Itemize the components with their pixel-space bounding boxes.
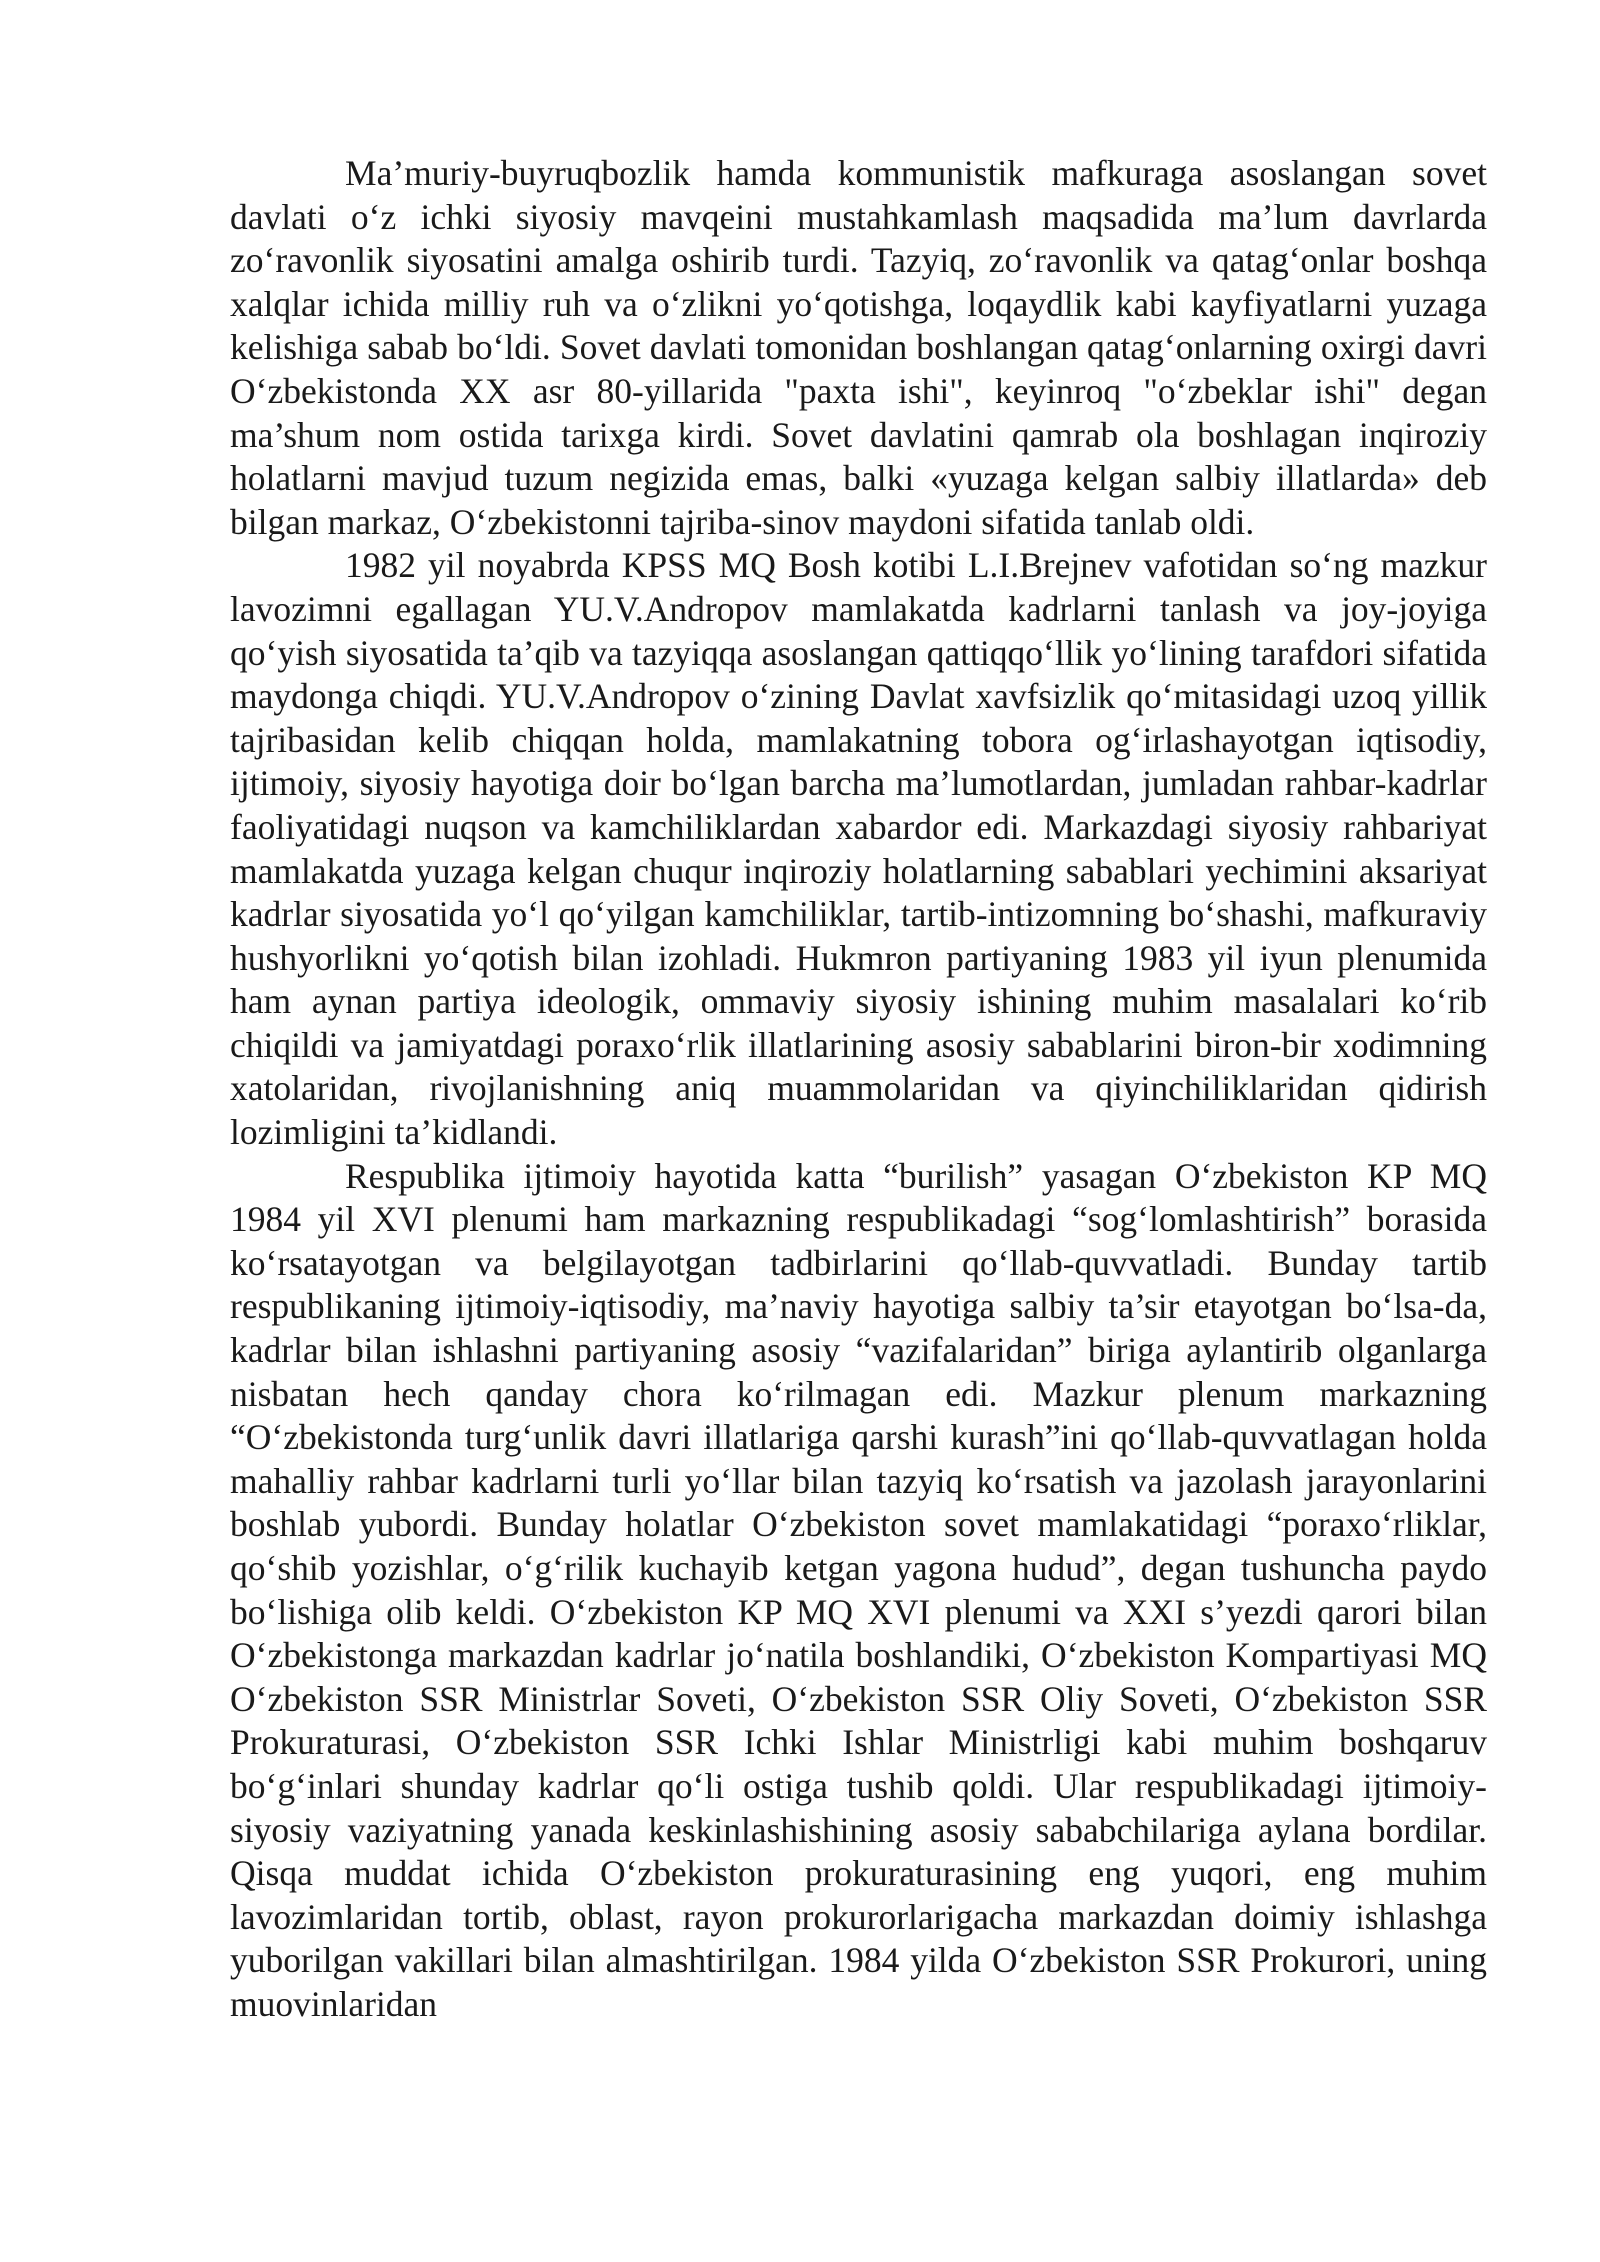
document-body bbox=[230, 152, 1487, 2027]
paragraph-1: Ma’muriy-buyruqbozlik hamda kommunistik mafkuraga asoslangan sovet davlati o‘z ichki siyosiy mavqeini mustahkamlash maqsadida ma’lum davrlarda zo‘ravonlik siyosatini amalga oshirib turdi. Tazyiq, zo‘ravonlik va qatag‘onlar boshqa xalqlar ichida milliy ruh va o‘zlikni yo‘qotishga, loqaydlik kabi kayfiyatlarni yuzaga kelishiga sabab bo‘ldi. Sovet davlati tomonidan boshlangan qatag‘onlarning oxirgi davri O‘zbekistonda XX asr 80-yillarida "paxta ishi", keyinroq "o‘zbeklar ishi" degan ma’shum nom ostida tarixga kirdi. Sovet davlatini qamrab ola boshlagan inqiroziy holatlarni mavjud tuzum negizida emas, balki «yuzaga kelgan salbiy illatlarda» deb bilgan markaz, O‘zbekistonni tajriba-sinov maydoni sifatida tanlab oldi. bbox=[230, 153, 1487, 542]
paragraph-2: 1982 yil noyabrda KPSS MQ Bosh kotibi L.I.Brejnev vafotidan so‘ng mazkur lavozimni egallagan YU.V.Andropov mamlakatda kadrlarni tanlash va joy-joyiga qo‘yish siyosatida ta’qib va tazyiqqa asoslangan qattiqqo‘llik yo‘lining tarafdori sifatida maydonga chiqdi. YU.V.Andropov o‘zining Davlat xavfsizlik qo‘mitasidagi uzoq yillik tajribasidan kelib chiqqan holda, mamlakatning tobora og‘irlashayotgan iqtisodiy, ijtimoiy, siyosiy hayotiga doir bo‘lgan barcha ma’lumotlardan, jumladan rahbar-kadrlar faoliyatidagi nuqson va kamchiliklardan xabardor edi. Markazdagi siyosiy rahbariyat mamlakatda yuzaga kelgan chuqur inqiroziy holatlarning sabablari yechimini aksariyat kadrlar siyosatida yo‘l qo‘yilgan kamchiliklar, tartib-intizomning bo‘shashi, mafkuraviy hushyorlikni yo‘qotish bilan izohladi. Hukmron partiyaning 1983 yil iyun plenumida ham aynan partiya ideologik, ommaviy siyosiy ishining muhim masalalari ko‘rib chiqildi va jamiyatdagi poraxo‘rlik illatlarining asosiy sabablarini biron-bir xodimning xatolaridan, rivojlanishning aniq muammolaridan va qiyinchiliklaridan qidirish lozimligini ta’kidlandi. bbox=[230, 545, 1487, 1153]
paragraph-3: Respublika ijtimoiy hayotida katta “burilish” yasagan O‘zbekiston KP MQ 1984 yil XVI plenumi ham markazning respublikadagi “sog‘lomlashtirish” borasida ko‘rsatayotgan va belgilayotgan tadbirlarini qo‘llab-quvvatladi. Bunday tartib respublikaning ijtimoiy-iqtisodiy, ma’naviy hayotiga salbiy ta’sir etayotgan bo‘lsa-da, kadrlar bilan ishlashni partiyaning asosiy “vazifalaridan” biriga aylantirib olganlarga nisbatan hech qanday chora ko‘rilmagan edi. Mazkur plenum markazning “O‘zbekistonda turg‘unlik davri illatlariga qarshi kurash”ini qo‘llab-quvvatlagan holda mahalliy rahbar kadrlarni turli yo‘llar bilan tazyiq ko‘rsatish va jazolash jarayonlarini boshlab yubordi. Bunday holatlar O‘zbekiston sovet mamlakatidagi “poraxo‘rliklar, qo‘shib yozishlar, o‘g‘rilik kuchayib ketgan yagona hudud”, degan tushuncha paydo bo‘lishiga olib keldi. O‘zbekiston KP MQ XVI plenumi va XXI s’yezdi qarori bilan O‘zbekistonga markazdan kadrlar jo‘natila boshlandiki, O‘zbekiston Kompartiyasi MQ O‘zbekiston SSR Ministrlar Soveti, O‘zbekiston SSR Oliy Soveti, O‘zbekiston SSR Prokuraturasi, O‘zbekiston SSR Ichki Ishlar Ministrligi kabi muhim boshqaruv bo‘g‘inlari shunday kadrlar qo‘li ostiga tushib qoldi. Ular respublikadagi ijtimoiy-siyosiy vaziyatning yanada keskinlashishining asosiy sababchilariga aylana bordilar. Qisqa muddat ichida O‘zbekiston prokuraturasining eng yuqori, eng muhim lavozimlaridan tortib, oblast, rayon prokurorlarigacha markazdan doimiy ishlashga yuborilgan vakillari bilan almashtirilgan. 1984 yilda O‘zbekiston SSR Prokurori, uning muovinlaridan bbox=[230, 1155, 1487, 2024]
